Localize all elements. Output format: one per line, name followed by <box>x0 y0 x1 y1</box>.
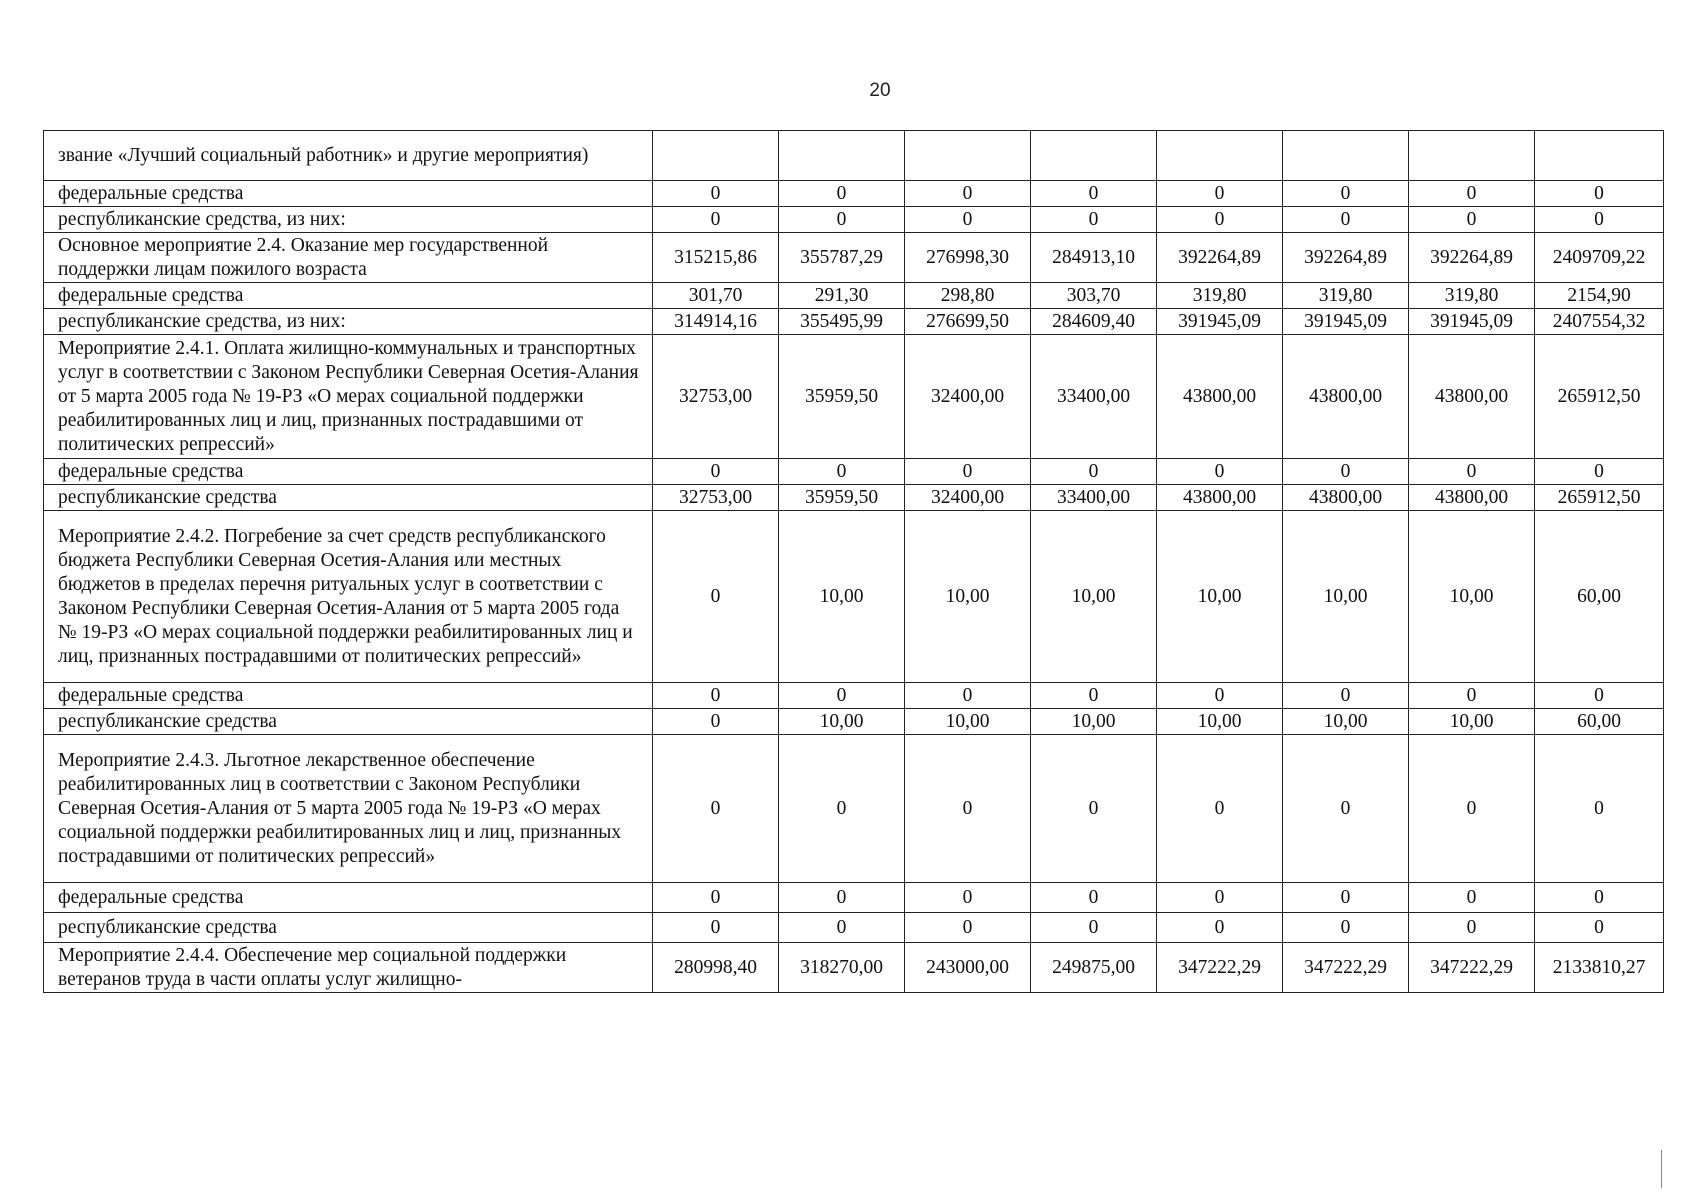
value-cell: 0 <box>1409 459 1535 485</box>
value-cell: 0 <box>779 683 905 709</box>
table-row <box>44 913 1664 943</box>
value-cell: 0 <box>905 913 1031 943</box>
value-cell: 0 <box>653 181 779 207</box>
value-cell: 276699,50 <box>905 309 1031 335</box>
table-row <box>44 283 1664 309</box>
table-row <box>44 207 1664 233</box>
value-cell: 355787,29 <box>779 233 905 283</box>
page-number: 20 <box>869 80 891 101</box>
value-cell: 43800,00 <box>1283 335 1409 459</box>
value-cell: 0 <box>1157 683 1283 709</box>
value-cell: 347222,29 <box>1409 943 1535 993</box>
value-cell: 0 <box>653 207 779 233</box>
value-cell: 10,00 <box>1409 709 1535 735</box>
value-cell: 10,00 <box>905 511 1031 683</box>
table-row <box>44 683 1664 709</box>
row-label: Мероприятие 2.4.2. Погребение за счет средств республиканского бюджета Республики Северная Осетия-Алания или местных бюджетов в пределах перечня ритуальных услуг в соответствии с Законом Республики Северная Осетия-Алания от 5 марта 2005 года № 19-РЗ «О мерах социальной поддержки реабилитированных лиц и лиц, признанных пострадавшими от политических репрессий» <box>44 511 653 683</box>
total-cell: 2409709,22 <box>1535 233 1664 283</box>
row-label: федеральные средства <box>44 181 653 207</box>
value-cell: 10,00 <box>1157 511 1283 683</box>
value-cell: 0 <box>653 913 779 943</box>
value-cell: 0 <box>653 735 779 883</box>
row-label: республиканские средства <box>44 913 653 943</box>
value-cell: 0 <box>905 207 1031 233</box>
value-cell <box>1409 131 1535 181</box>
value-cell: 301,70 <box>653 283 779 309</box>
value-cell: 10,00 <box>779 709 905 735</box>
value-cell: 32400,00 <box>905 335 1031 459</box>
value-cell: 0 <box>1283 207 1409 233</box>
value-cell: 298,80 <box>905 283 1031 309</box>
value-cell: 355495,99 <box>779 309 905 335</box>
value-cell: 0 <box>1157 181 1283 207</box>
value-cell: 10,00 <box>1409 511 1535 683</box>
total-cell: 0 <box>1535 735 1664 883</box>
value-cell <box>905 131 1031 181</box>
value-cell: 318270,00 <box>779 943 905 993</box>
value-cell: 0 <box>1031 207 1157 233</box>
value-cell: 347222,29 <box>1157 943 1283 993</box>
value-cell: 10,00 <box>1283 511 1409 683</box>
value-cell: 0 <box>779 207 905 233</box>
value-cell: 43800,00 <box>1157 335 1283 459</box>
value-cell: 391945,09 <box>1157 309 1283 335</box>
row-label: республиканские средства <box>44 709 653 735</box>
row-label: республиканские средства, из них: <box>44 207 653 233</box>
value-cell: 0 <box>1157 459 1283 485</box>
value-cell: 0 <box>1157 883 1283 913</box>
table-row <box>44 181 1664 207</box>
value-cell: 391945,09 <box>1283 309 1409 335</box>
value-cell: 0 <box>653 709 779 735</box>
value-cell: 319,80 <box>1283 283 1409 309</box>
value-cell: 0 <box>1157 913 1283 943</box>
row-label: Мероприятие 2.4.1. Оплата жилищно-коммунальных и транспортных услуг в соответствии с Законом Республики Северная Осетия-Алания от 5 марта 2005 года № 19-РЗ «О мерах социальной поддержки реабилитированных лиц и лиц, признанных пострадавшими от политических репрессий» <box>44 335 653 459</box>
table-row <box>44 485 1664 511</box>
value-cell: 43800,00 <box>1283 485 1409 511</box>
value-cell: 0 <box>1031 181 1157 207</box>
value-cell: 249875,00 <box>1031 943 1157 993</box>
value-cell: 0 <box>779 181 905 207</box>
value-cell: 10,00 <box>905 709 1031 735</box>
value-cell <box>1283 131 1409 181</box>
value-cell: 391945,09 <box>1409 309 1535 335</box>
value-cell: 284609,40 <box>1031 309 1157 335</box>
budget-table <box>43 130 1664 993</box>
row-label: Основное мероприятие 2.4. Оказание мер государственной поддержки лицам пожилого возраста <box>44 233 653 283</box>
value-cell: 0 <box>1031 735 1157 883</box>
value-cell: 291,30 <box>779 283 905 309</box>
value-cell: 43800,00 <box>1409 485 1535 511</box>
value-cell: 347222,29 <box>1283 943 1409 993</box>
value-cell: 10,00 <box>1157 709 1283 735</box>
value-cell: 284913,10 <box>1031 233 1157 283</box>
value-cell: 32753,00 <box>653 335 779 459</box>
value-cell: 43800,00 <box>1157 485 1283 511</box>
value-cell: 314914,16 <box>653 309 779 335</box>
total-cell: 0 <box>1535 207 1664 233</box>
value-cell: 0 <box>1409 735 1535 883</box>
value-cell: 0 <box>1157 207 1283 233</box>
value-cell: 32753,00 <box>653 485 779 511</box>
value-cell: 0 <box>1031 883 1157 913</box>
margin-mark <box>1661 1150 1662 1188</box>
row-label: федеральные средства <box>44 683 653 709</box>
table-row <box>44 709 1664 735</box>
table-row <box>44 735 1664 883</box>
value-cell: 280998,40 <box>653 943 779 993</box>
value-cell: 35959,50 <box>779 485 905 511</box>
row-label: республиканские средства <box>44 485 653 511</box>
value-cell: 0 <box>653 459 779 485</box>
value-cell: 0 <box>779 735 905 883</box>
total-cell: 0 <box>1535 883 1664 913</box>
table-row <box>44 459 1664 485</box>
value-cell: 10,00 <box>1283 709 1409 735</box>
total-cell: 0 <box>1535 913 1664 943</box>
value-cell: 10,00 <box>1031 511 1157 683</box>
value-cell: 32400,00 <box>905 485 1031 511</box>
value-cell <box>1157 131 1283 181</box>
value-cell <box>779 131 905 181</box>
value-cell: 0 <box>779 459 905 485</box>
row-label: федеральные средства <box>44 883 653 913</box>
value-cell: 303,70 <box>1031 283 1157 309</box>
value-cell: 0 <box>1031 683 1157 709</box>
value-cell: 276998,30 <box>905 233 1031 283</box>
row-label: Мероприятие 2.4.4. Обеспечение мер социальной поддержки ветеранов труда в части оплаты услуг жилищно- <box>44 943 653 993</box>
table-row <box>44 883 1664 913</box>
value-cell: 0 <box>1157 735 1283 883</box>
value-cell: 0 <box>905 735 1031 883</box>
total-cell: 60,00 <box>1535 511 1664 683</box>
row-label: федеральные средства <box>44 459 653 485</box>
total-cell: 0 <box>1535 181 1664 207</box>
value-cell: 0 <box>779 913 905 943</box>
value-cell: 315215,86 <box>653 233 779 283</box>
value-cell: 319,80 <box>1409 283 1535 309</box>
value-cell: 0 <box>653 683 779 709</box>
value-cell <box>1031 131 1157 181</box>
value-cell <box>653 131 779 181</box>
table-row <box>44 943 1664 993</box>
value-cell: 0 <box>905 181 1031 207</box>
total-cell <box>1535 131 1664 181</box>
value-cell: 392264,89 <box>1283 233 1409 283</box>
value-cell: 43800,00 <box>1409 335 1535 459</box>
value-cell: 0 <box>1283 735 1409 883</box>
total-cell: 2154,90 <box>1535 283 1664 309</box>
value-cell: 0 <box>653 511 779 683</box>
value-cell: 0 <box>1283 683 1409 709</box>
value-cell: 0 <box>1409 913 1535 943</box>
table-body <box>44 131 1664 993</box>
value-cell: 0 <box>905 683 1031 709</box>
value-cell: 0 <box>905 459 1031 485</box>
value-cell: 0 <box>1031 913 1157 943</box>
total-cell: 0 <box>1535 459 1664 485</box>
row-label: звание «Лучший социальный работник» и другие мероприятия) <box>44 131 653 181</box>
value-cell: 33400,00 <box>1031 335 1157 459</box>
value-cell: 10,00 <box>779 511 905 683</box>
value-cell: 392264,89 <box>1157 233 1283 283</box>
value-cell: 0 <box>1409 207 1535 233</box>
value-cell: 392264,89 <box>1409 233 1535 283</box>
total-cell: 2407554,32 <box>1535 309 1664 335</box>
row-label: федеральные средства <box>44 283 653 309</box>
total-cell: 0 <box>1535 683 1664 709</box>
value-cell: 0 <box>779 883 905 913</box>
value-cell: 0 <box>1409 683 1535 709</box>
table-row <box>44 131 1664 181</box>
table-row <box>44 309 1664 335</box>
total-cell: 265912,50 <box>1535 485 1664 511</box>
value-cell: 319,80 <box>1157 283 1283 309</box>
value-cell: 10,00 <box>1031 709 1157 735</box>
value-cell: 0 <box>1283 883 1409 913</box>
value-cell: 35959,50 <box>779 335 905 459</box>
table-row <box>44 335 1664 459</box>
value-cell: 0 <box>1409 883 1535 913</box>
row-label: республиканские средства, из них: <box>44 309 653 335</box>
table-row <box>44 511 1664 683</box>
value-cell: 0 <box>1031 459 1157 485</box>
value-cell: 0 <box>1283 459 1409 485</box>
value-cell: 0 <box>653 883 779 913</box>
row-label: Мероприятие 2.4.3. Льготное лекарственное обеспечение реабилитированных лиц в соответствии с Законом Республики Северная Осетия-Алания от 5 марта 2005 года № 19-РЗ «О мерах социальной поддержки реабилитированных лиц и лиц, признанных пострадавшими от политических репрессий» <box>44 735 653 883</box>
value-cell: 0 <box>1283 913 1409 943</box>
value-cell: 0 <box>1283 181 1409 207</box>
value-cell: 243000,00 <box>905 943 1031 993</box>
total-cell: 2133810,27 <box>1535 943 1664 993</box>
value-cell: 0 <box>905 883 1031 913</box>
total-cell: 60,00 <box>1535 709 1664 735</box>
total-cell: 265912,50 <box>1535 335 1664 459</box>
table-row <box>44 233 1664 283</box>
value-cell: 0 <box>1409 181 1535 207</box>
value-cell: 33400,00 <box>1031 485 1157 511</box>
